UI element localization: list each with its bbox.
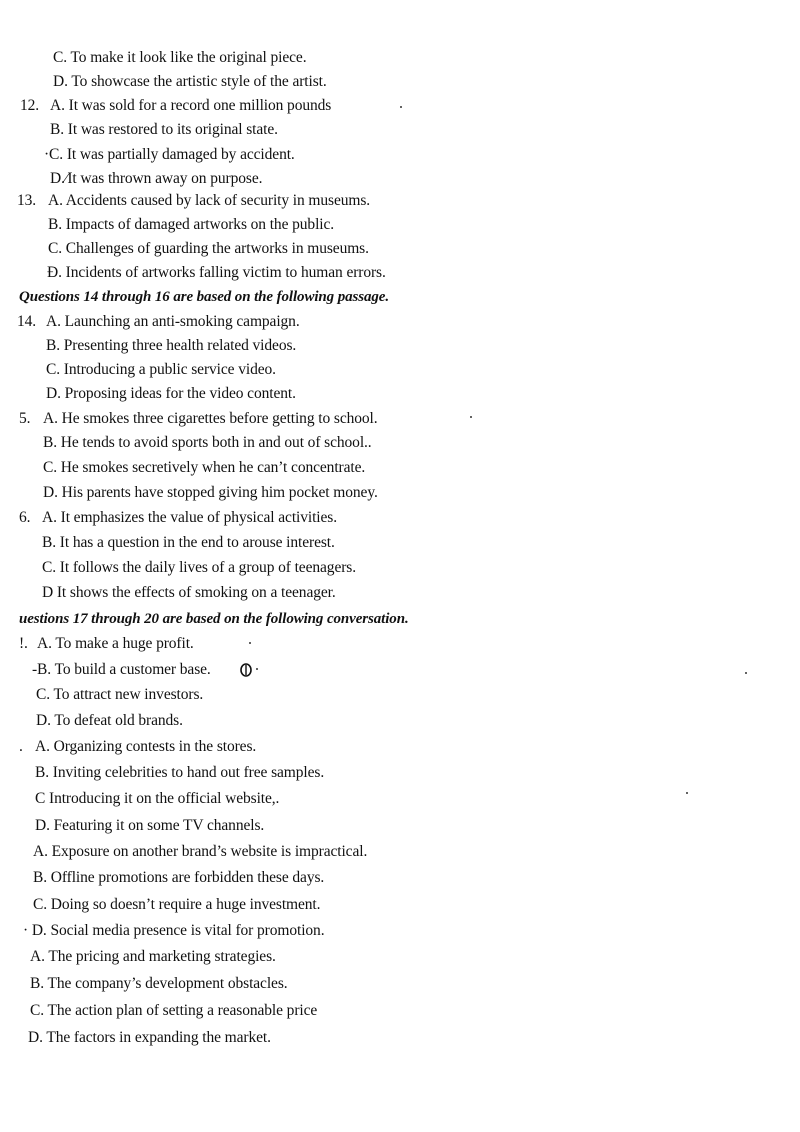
- option-17d: D. To defeat old brands.: [36, 712, 183, 729]
- question-16-number: 6.: [19, 509, 31, 526]
- scan-speck: [686, 792, 688, 794]
- option-20c: C. The action plan of setting a reasonable price: [30, 1002, 318, 1019]
- option-19b: B. Offline promotions are forbidden these days.: [33, 869, 325, 886]
- question-17-number: !.: [19, 635, 28, 652]
- option-15d: D. His parents have stopped giving him pocket money.: [43, 484, 378, 501]
- option-17c: C. To attract new investors.: [36, 686, 204, 703]
- option-15b: B. He tends to avoid sports both in and out of school..: [43, 434, 372, 451]
- question-13-number: 13.: [17, 192, 37, 209]
- option-14c: C. Introducing a public service video.: [46, 361, 276, 378]
- option-14d: D. Proposing ideas for the video content.: [46, 385, 296, 402]
- option-16d: D It shows the effects of smoking on a teenager.: [42, 584, 336, 601]
- option-18d: D. Featuring it on some TV channels.: [35, 817, 265, 834]
- option-18c: C Introducing it on the official website,.: [35, 790, 280, 807]
- question-12-number: 12.: [20, 97, 40, 114]
- option-18b: B. Inviting celebrities to hand out free samples.: [35, 764, 325, 781]
- option-20d: D. The factors in expanding the market.: [28, 1029, 271, 1046]
- scan-speck: [745, 672, 747, 674]
- option-15c: C. He smokes secretively when he can’t concentrate.: [43, 459, 366, 476]
- option-20b: B. The company’s development obstacles.: [30, 975, 288, 992]
- option-17a: A. To make a huge profit.: [37, 635, 194, 652]
- option-13b: B. Impacts of damaged artworks on the public.: [48, 216, 335, 233]
- option-12b: B. It was restored to its original state.: [50, 121, 278, 138]
- option-15a: A. He smokes three cigarettes before getting to school.: [43, 410, 378, 427]
- option-11d: D. To showcase the artistic style of the artist.: [53, 73, 327, 90]
- question-15-number: 5.: [19, 410, 31, 427]
- option-17b: -B. To build a customer base.: [32, 661, 211, 678]
- section-heading-17-20: uestions 17 through 20 are based on the following conversation.: [19, 611, 409, 627]
- option-14a: A. Launching an anti-smoking campaign.: [46, 313, 300, 330]
- option-12d: D.⁄It was thrown away on purpose.: [50, 170, 263, 187]
- option-18a: A. Organizing contests in the stores.: [35, 738, 257, 755]
- option-16c: C. It follows the daily lives of a group of teenagers.: [42, 559, 356, 576]
- option-14b: B. Presenting three health related videos.: [46, 337, 297, 354]
- option-13a: A. Accidents caused by lack of security in museums.: [48, 192, 371, 209]
- option-20a: A. The pricing and marketing strategies.: [30, 948, 276, 965]
- circled-mark-icon: [239, 662, 253, 678]
- question-18-number: .: [19, 738, 23, 755]
- option-19a: A. Exposure on another brand’s website is impractical.: [33, 843, 368, 860]
- option-11c: C. To make it look like the original piece.: [53, 49, 307, 66]
- option-12a: A. It was sold for a record one million pounds: [50, 97, 332, 114]
- option-19d: · D. Social media presence is vital for promotion.: [23, 922, 325, 939]
- scan-speck: [470, 416, 472, 418]
- scan-speck: [400, 106, 402, 108]
- question-14-number: 14.: [17, 313, 37, 330]
- scan-speck: [256, 668, 258, 670]
- option-13d: Ð. Incidents of artworks falling victim to human errors.: [47, 264, 386, 281]
- scan-speck: [249, 642, 251, 644]
- option-16a: A. It emphasizes the value of physical activities.: [42, 509, 338, 526]
- option-19c: C. Doing so doesn’t require a huge investment.: [33, 896, 321, 913]
- option-16b: B. It has a question in the end to arouse interest.: [42, 534, 335, 551]
- option-13c: C. Challenges of guarding the artworks in museums.: [48, 240, 369, 257]
- section-heading-14-16: Questions 14 through 16 are based on the following passage.: [19, 289, 389, 305]
- option-12c: ·C. It was partially damaged by accident.: [44, 146, 295, 163]
